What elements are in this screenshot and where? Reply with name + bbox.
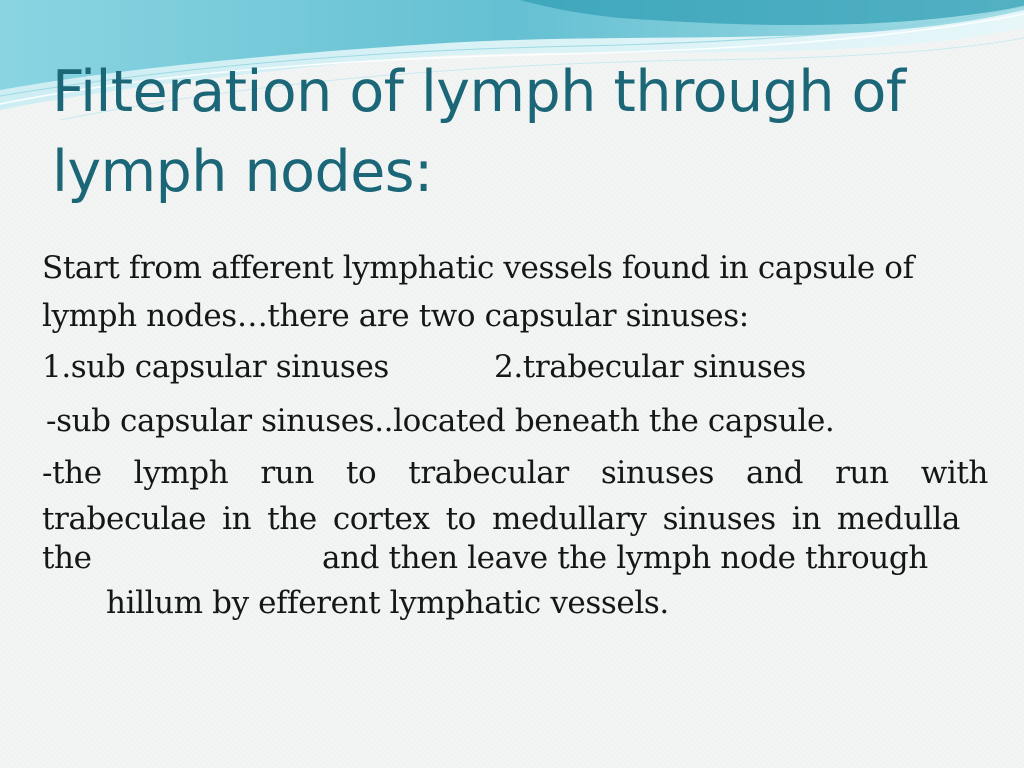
flow-line-3-start: the bbox=[42, 540, 92, 576]
flow-line-4: hillum by efferent lymphatic vessels. bbox=[106, 585, 669, 621]
sinus-item-2: 2.trabecular sinuses bbox=[494, 349, 806, 385]
sinus-item-1: 1.sub capsular sinuses bbox=[42, 349, 389, 385]
intro-line-2: lymph nodes…there are two capsular sinuses: bbox=[42, 298, 749, 334]
flow-line-2: trabeculae in the cortex to medullary sinuses in medulla bbox=[42, 501, 960, 537]
intro-line-1: Start from afferent lymphatic vessels found in capsule of bbox=[42, 250, 914, 286]
slide-title: Filteration of lymph through of lymph nodes: bbox=[52, 59, 906, 205]
flow-line-3-end: and then leave the lymph node through bbox=[322, 540, 928, 576]
sub-capsular-note: -sub capsular sinuses..located beneath the capsule. bbox=[46, 403, 835, 439]
flow-line-1: -the lymph run to trabecular sinuses and run with bbox=[42, 455, 988, 491]
